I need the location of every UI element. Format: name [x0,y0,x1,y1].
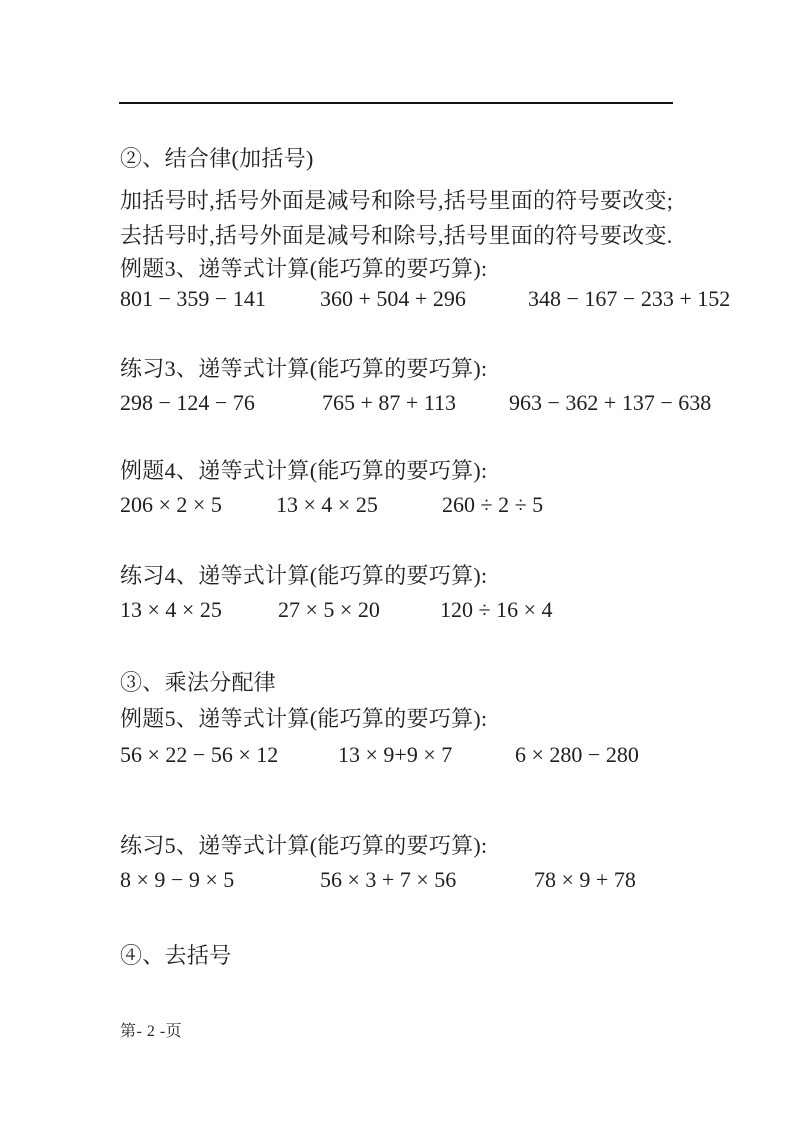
rule-text-add-brackets: 加括号时,括号外面是减号和除号,括号里面的符号要改变; [120,188,674,213]
example4-label: 例题4、递等式计算(能巧算的要巧算): [120,458,488,483]
practice3-label: 练习3、递等式计算(能巧算的要巧算): [120,356,488,381]
math-expression: 206 × 2 × 5 [120,492,222,517]
example3-label: 例题3、递等式计算(能巧算的要巧算): [120,256,488,281]
math-expression: 120 ÷ 16 × 4 [440,597,553,622]
example3-expressions-row [0,286,793,314]
math-expression: 13 × 4 × 25 [276,492,378,517]
math-expression: 27 × 5 × 20 [278,597,380,622]
math-expression: 13 × 9+9 × 7 [338,742,453,767]
math-expression: 13 × 4 × 25 [120,597,222,622]
example4-expressions-row [0,492,793,520]
math-expression: 260 ÷ 2 ÷ 5 [442,492,544,517]
section-heading-distributive-law: ③、乘法分配律 [120,670,277,695]
math-expression: 963 − 362 + 137 − 638 [509,390,712,415]
practice5-label: 练习5、递等式计算(能巧算的要巧算): [120,833,488,858]
math-expression: 765 + 87 + 113 [322,390,456,415]
example5-label: 例题5、递等式计算(能巧算的要巧算): [120,706,488,731]
math-expression: 56 × 3 + 7 × 56 [320,867,457,892]
practice4-expressions-row [0,597,793,625]
rule-text-remove-brackets: 去括号时,括号外面是减号和除号,括号里面的符号要改变. [120,223,673,248]
practice4-label: 练习4、递等式计算(能巧算的要巧算): [120,563,488,588]
math-expression: 348 − 167 − 233 + 152 [528,286,731,311]
math-expression: 8 × 9 − 9 × 5 [120,867,235,892]
header-rule-divider [119,102,673,104]
example5-expressions-row [0,742,793,770]
section-heading-associative-law: ②、结合律(加括号) [120,146,314,171]
section-heading-remove-brackets: ④、去括号 [120,943,232,968]
practice5-expressions-row [0,867,793,895]
practice3-expressions-row [0,390,793,418]
math-expression: 298 − 124 − 76 [120,390,255,415]
math-expression: 78 × 9 + 78 [534,867,636,892]
math-expression: 360 + 504 + 296 [320,286,466,311]
math-expression: 6 × 280 − 280 [515,742,639,767]
math-expression: 56 × 22 − 56 × 12 [120,742,279,767]
math-expression: 801 − 359 − 141 [120,286,266,311]
page-number-footer: 第- 2 -页 [120,1023,183,1040]
